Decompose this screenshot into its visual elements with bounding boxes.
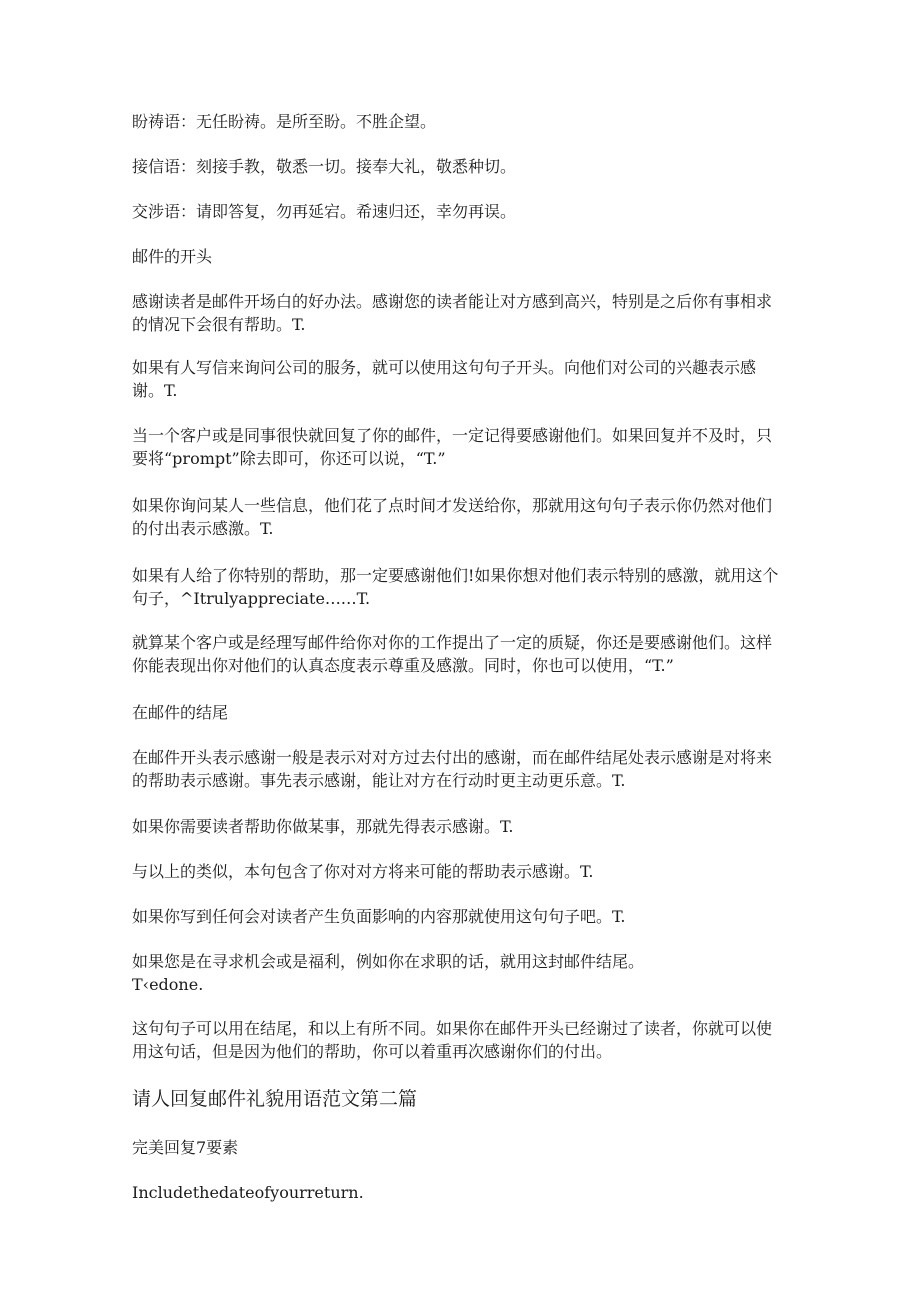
paragraph-include-return-date: Includethedateofyourreturn. <box>132 1183 364 1202</box>
paragraph-prompt-reply: 当一个客户或是同事很快就回复了你的邮件，一定记得要感谢他们。如果回复并不及时，只要将“prompt”除去即可，你还可以说，“T.” <box>132 426 773 468</box>
paragraph-job-seeking: 如果您是在寻求机会或是福利，例如你在求职的话，就用这封邮件结尾。 T‹edone. <box>132 952 645 994</box>
paragraph-wishing-phrases: 盼祷语：无任盼祷。是所至盼。不胜企望。 <box>132 112 437 131</box>
paragraph-negotiation-phrases: 交涉语：请即答复，勿再延宕。希速归还，幸勿再误。 <box>132 202 517 221</box>
paragraph-ask-help: 如果你需要读者帮助你做某事，那就先得表示感谢。T. <box>132 817 514 836</box>
paragraph-closing-thanks: 在邮件开头表示感谢一般是表示对对方过去付出的感谢，而在邮件结尾处表示感谢是对将来的帮助表示感谢。事先表示感谢，能让对方在行动时更主动更乐意。T. <box>132 748 773 790</box>
subheading-seven-elements: 完美回复7要素 <box>132 1138 239 1157</box>
paragraph-negative-content: 如果你写到任何会对读者产生负面影响的内容那就使用这句句子吧。T. <box>132 907 626 926</box>
paragraph-information-request: 如果你询问某人一些信息，他们花了点时间才发送给你，那就用这句句子表示你仍然对他们的付出表示感激。T. <box>132 496 773 538</box>
section-heading-closing: 在邮件的结尾 <box>132 703 229 722</box>
paragraph-future-help: 与以上的类似，本句包含了你对对方将来可能的帮助表示感谢。T. <box>132 862 594 881</box>
paragraph-service-inquiry: 如果有人写信来询问公司的服务，就可以使用这句句子开头。向他们对公司的兴趣表示感谢。T. <box>132 358 757 400</box>
article-title-second: 请人回复邮件礼貌用语范文第二篇 <box>132 1088 418 1110</box>
section-heading-opening: 邮件的开头 <box>132 247 213 266</box>
paragraph-special-help: 如果有人给了你特别的帮助，那一定要感谢他们!如果你想对他们表示特别的感激，就用这个句子，^Itrulyappreciate….‥T. <box>132 566 779 608</box>
paragraph-receiving-phrases: 接信语：刻接手教，敬悉一切。接奉大礼，敬悉种切。 <box>132 157 517 176</box>
paragraph-criticism: 就算某个客户或是经理写邮件给你对你的工作提出了一定的质疑，你还是要感谢他们。这样你能表现出你对他们的认真态度表示尊重及感激。同时，你也可以使用，“T.” <box>132 633 773 675</box>
paragraph-thank-readers: 感谢读者是邮件开场白的好办法。感谢您的读者能让对方感到高兴，特别是之后你有事相求的情况下会很有帮助。T. <box>132 292 773 334</box>
paragraph-final-thanks: 这句句子可以用在结尾，和以上有所不同。如果你在邮件开头已经谢过了读者，你就可以使用这句话，但是因为他们的帮助，你可以着重再次感谢你们的付出。 <box>132 1019 773 1061</box>
